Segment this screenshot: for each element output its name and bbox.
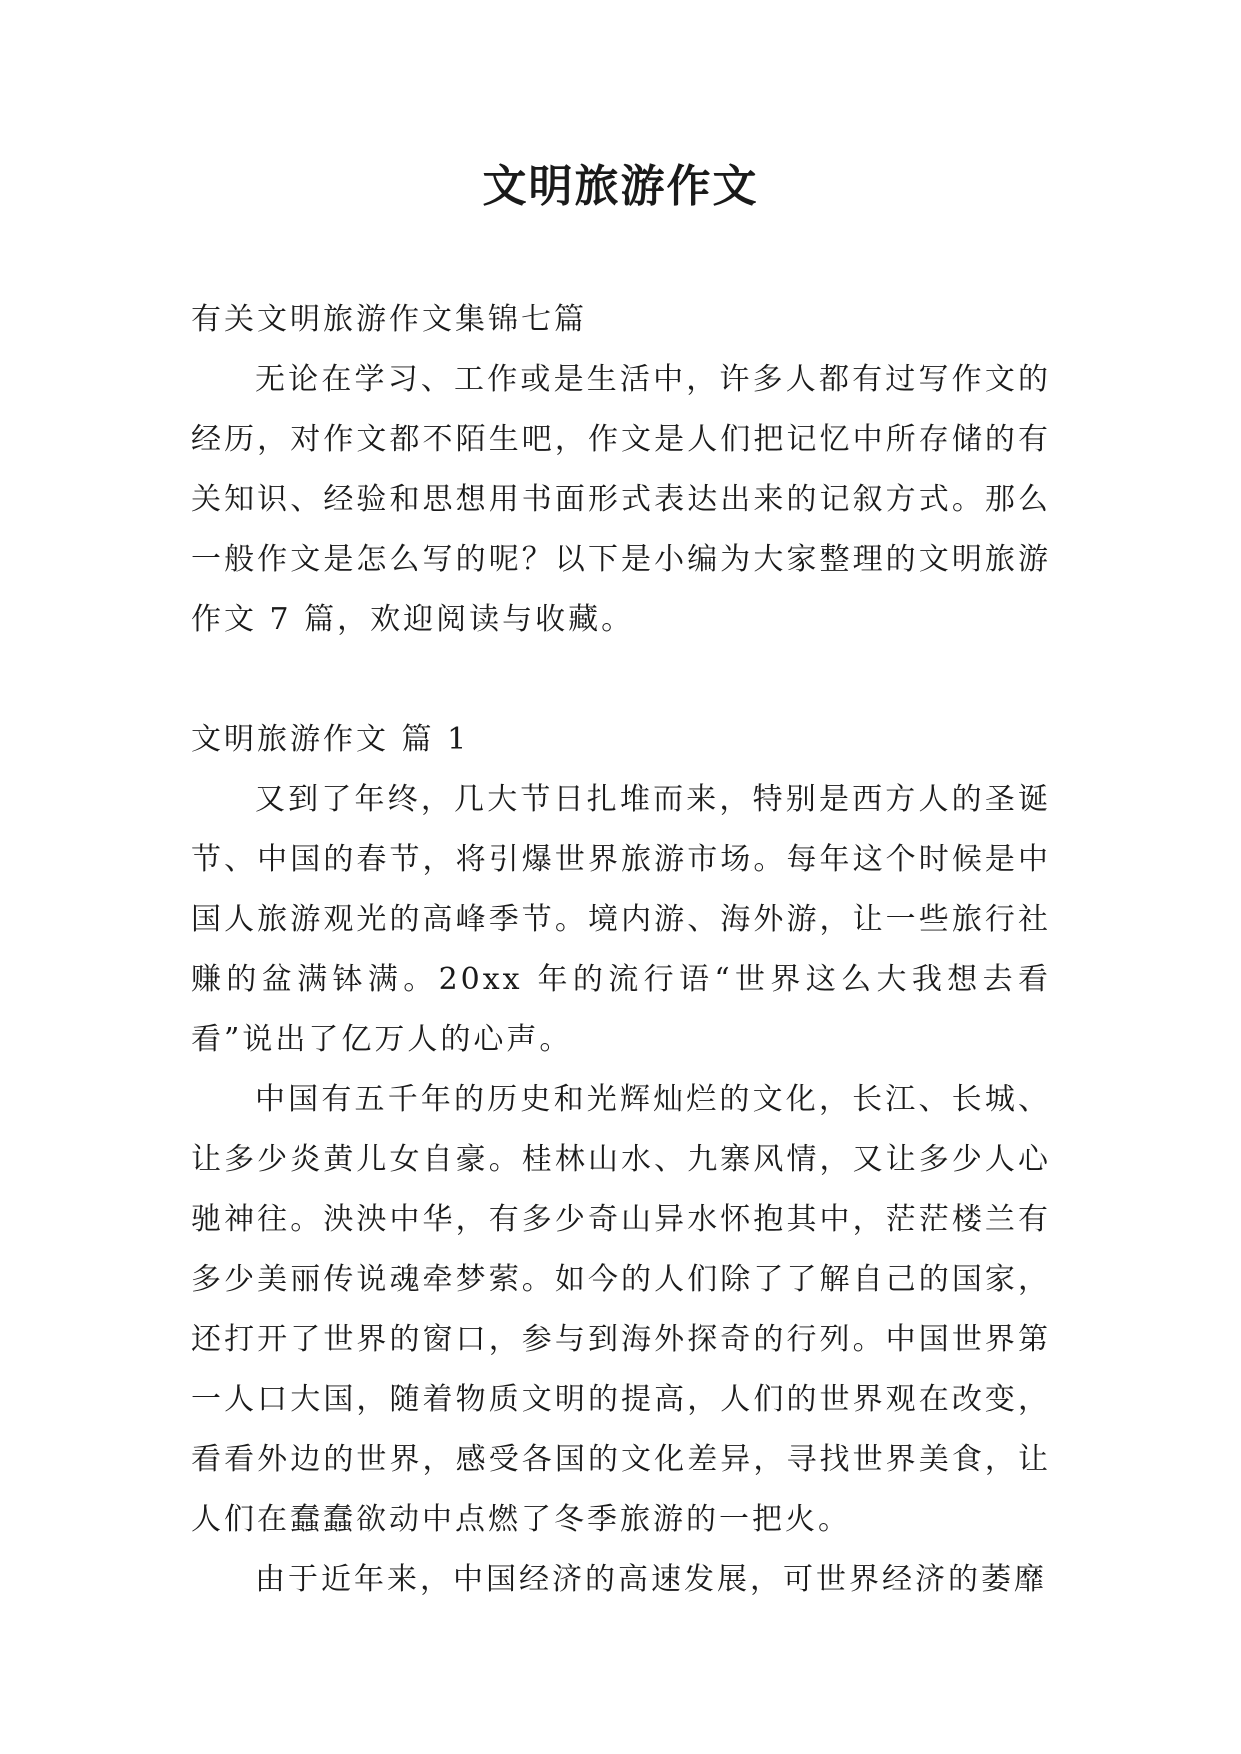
intro-paragraph: 无论在学习、工作或是生活中，许多人都有过写作文的经历，对作文都不陌生吧，作文是人们把记忆中所存储的有关知识、经验和思想用书面形式表达出来的记叙方式。那么一般作文是怎么写的呢？以下是小编为大家整理的文明旅游作文 7 篇，欢迎阅读与收藏。	[191, 362, 1051, 637]
body-paragraph: 又到了年终，几大节日扎堆而来，特别是西方人的圣诞节、中国的春节，将引爆世界旅游市场。每年这个时候是中国人旅游观光的高峰季节。境内游、海外游，让一些旅行社赚的盆满钵满。20xx 年的流行语“世界这么大我想去看看”说出了亿万人的心声。	[191, 782, 1051, 1057]
body-paragraph: 中国有五千年的历史和光辉灿烂的文化，长江、长城、让多少炎黄儿女自豪。桂林山水、九寨风情，又让多少人心驰神往。泱泱中华，有多少奇山异水怀抱其中，茫茫楼兰有多少美丽传说魂牵梦萦。如今的人们除了了解自己的国家，还打开了世界的窗口，参与到海外探奇的行列。中国世界第一人口大国，随着物质文明的提高，人们的世界观在改变，看看外边的世界，感受各国的文化差异，寻找世界美食，让人们在蠢蠢欲动中点燃了冬季旅游的一把火。	[191, 1082, 1051, 1537]
body-paragraph: 由于近年来，中国经济的高速发展，可世界经济的萎靡	[255, 1562, 1047, 1597]
section-heading: 文明旅游作文 篇 1	[191, 722, 470, 757]
document-subtitle: 有关文明旅游作文集锦七篇	[191, 302, 587, 337]
document-title: 文明旅游作文	[482, 161, 759, 212]
document-body	[191, 290, 1051, 1610]
